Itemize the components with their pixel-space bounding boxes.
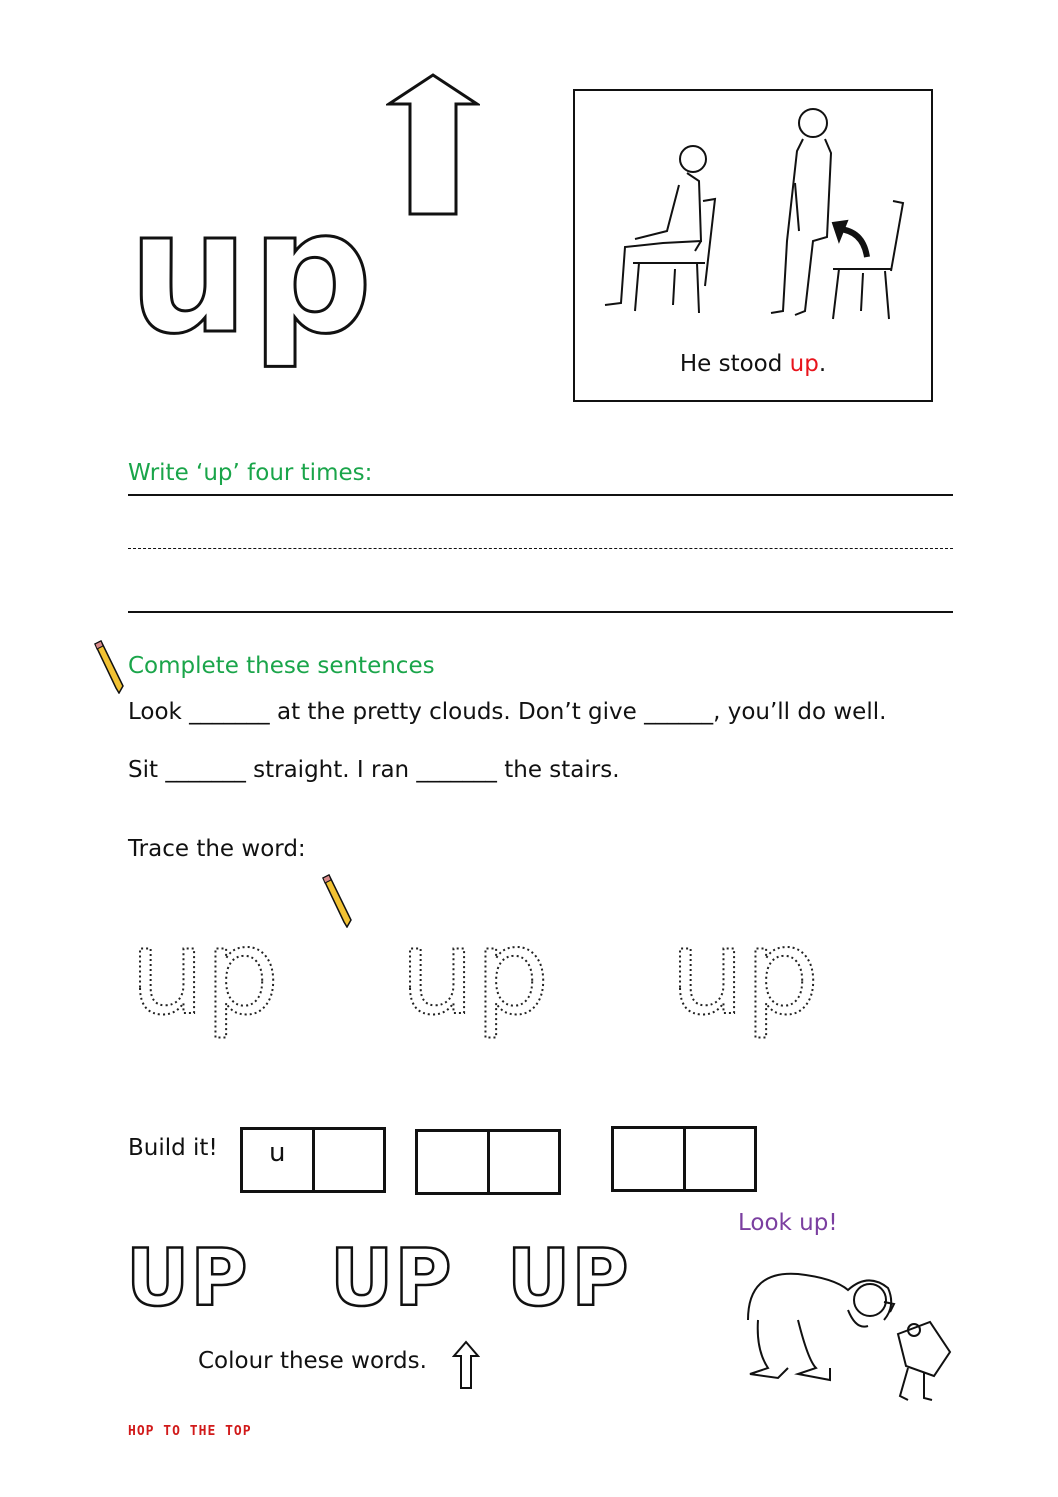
writing-line-top [128,494,953,496]
trace-word-2: up [400,918,550,1041]
letter-cell [312,1130,384,1190]
writing-line-bottom [128,611,953,613]
build-box-3 [611,1126,757,1192]
complete-heading: Complete these sentences [128,653,435,679]
up-arrow-icon [386,72,480,218]
colour-word-1: UP [126,1234,249,1324]
man-looking-up-illustration [738,1250,954,1410]
up-arrow-icon [452,1340,480,1390]
colour-word-3: UP [507,1234,630,1324]
pencil-icon [92,640,126,694]
trace-heading: Trace the word: [128,836,306,862]
picture-caption: He stood up. [679,351,827,377]
look-up-label: Look up! [738,1210,838,1236]
write-heading: Write ‘up’ four times: [128,460,373,486]
build-box-1 [240,1127,386,1193]
footer-logo: HOP TO THE TOP [128,1424,252,1439]
letter-cell [418,1132,487,1192]
caption-highlight: up [789,351,819,377]
man-standing-up-illustration [575,91,931,331]
letter-cell [487,1132,559,1192]
trace-word-3: up [670,918,820,1041]
letter-cell: u [269,1138,286,1168]
sentence-2: Sit _______ straight. I ran _______ the stairs. [128,757,620,783]
writing-line-middle [128,548,953,549]
letter-cell [614,1129,683,1189]
build-label: Build it! [128,1135,218,1161]
letter-cell [683,1129,755,1189]
colour-instruction: Colour these words. [198,1348,427,1374]
colour-word-2: UP [330,1234,453,1324]
title-word: up [128,174,375,372]
picture-box [573,89,933,402]
trace-word-1: up [130,918,280,1041]
trace-words [120,918,840,1048]
build-box-2 [415,1129,561,1195]
sentence-1: Look _______ at the pretty clouds. Don’t give ______, you’ll do well. [128,699,887,725]
